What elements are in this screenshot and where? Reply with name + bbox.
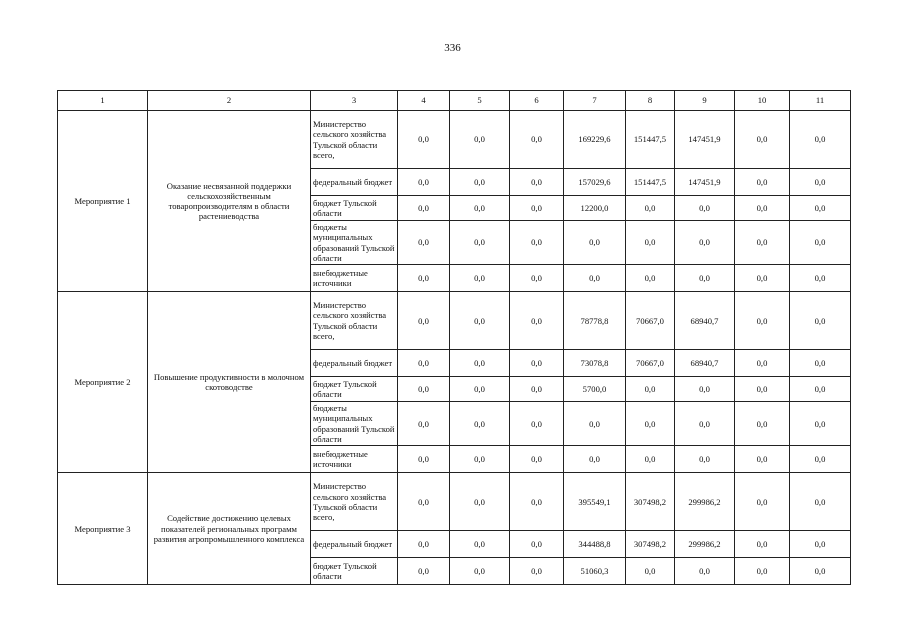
column-header: 6 bbox=[510, 91, 564, 111]
funding-source: бюджеты муниципальных образований Тульской области bbox=[311, 221, 398, 265]
value-cell: 0,0 bbox=[790, 446, 851, 473]
event-name: Мероприятие 1 bbox=[58, 111, 148, 292]
value-cell: 0,0 bbox=[735, 221, 790, 265]
value-cell: 0,0 bbox=[626, 221, 675, 265]
page-number: 336 bbox=[444, 42, 461, 54]
value-cell: 0,0 bbox=[626, 196, 675, 221]
value-cell: 12200,0 bbox=[564, 196, 626, 221]
event-name: Мероприятие 2 bbox=[58, 292, 148, 473]
funding-source: федеральный бюджет bbox=[311, 169, 398, 196]
value-cell: 0,0 bbox=[735, 473, 790, 531]
column-header: 11 bbox=[790, 91, 851, 111]
value-cell: 0,0 bbox=[450, 111, 510, 169]
column-header: 3 bbox=[311, 91, 398, 111]
value-cell: 0,0 bbox=[735, 350, 790, 377]
value-cell: 0,0 bbox=[790, 292, 851, 350]
value-cell: 0,0 bbox=[510, 292, 564, 350]
value-cell: 0,0 bbox=[735, 292, 790, 350]
value-cell: 157029,6 bbox=[564, 169, 626, 196]
value-cell: 0,0 bbox=[675, 265, 735, 292]
value-cell: 0,0 bbox=[790, 402, 851, 446]
funding-source: Министерство сельского хозяйства Тульской области всего, bbox=[311, 292, 398, 350]
value-cell: 151447,5 bbox=[626, 111, 675, 169]
value-cell: 0,0 bbox=[398, 446, 450, 473]
value-cell: 51060,3 bbox=[564, 558, 626, 585]
value-cell: 0,0 bbox=[398, 111, 450, 169]
value-cell: 151447,5 bbox=[626, 169, 675, 196]
funding-source: Министерство сельского хозяйства Тульской области всего, bbox=[311, 111, 398, 169]
value-cell: 0,0 bbox=[675, 402, 735, 446]
value-cell: 0,0 bbox=[564, 265, 626, 292]
value-cell: 0,0 bbox=[675, 377, 735, 402]
funding-source: бюджет Тульской области bbox=[311, 558, 398, 585]
value-cell: 78778,8 bbox=[564, 292, 626, 350]
value-cell: 0,0 bbox=[564, 402, 626, 446]
value-cell: 299986,2 bbox=[675, 473, 735, 531]
value-cell: 0,0 bbox=[450, 350, 510, 377]
value-cell: 147451,9 bbox=[675, 169, 735, 196]
value-cell: 0,0 bbox=[450, 196, 510, 221]
value-cell: 307498,2 bbox=[626, 531, 675, 558]
value-cell: 68940,7 bbox=[675, 292, 735, 350]
value-cell: 0,0 bbox=[735, 558, 790, 585]
value-cell: 0,0 bbox=[735, 377, 790, 402]
event-name: Мероприятие 3 bbox=[58, 473, 148, 585]
value-cell: 0,0 bbox=[626, 446, 675, 473]
value-cell: 0,0 bbox=[790, 350, 851, 377]
value-cell: 0,0 bbox=[626, 558, 675, 585]
value-cell: 0,0 bbox=[510, 473, 564, 531]
value-cell: 0,0 bbox=[510, 111, 564, 169]
value-cell: 169229,6 bbox=[564, 111, 626, 169]
column-header: 1 bbox=[58, 91, 148, 111]
value-cell: 0,0 bbox=[790, 531, 851, 558]
value-cell: 0,0 bbox=[398, 292, 450, 350]
value-cell: 70667,0 bbox=[626, 292, 675, 350]
event-description: Содействие достижению целевых показателей региональных программ развития агропромышленного комплекса bbox=[148, 473, 311, 585]
value-cell: 0,0 bbox=[735, 169, 790, 196]
value-cell: 0,0 bbox=[626, 402, 675, 446]
value-cell: 0,0 bbox=[450, 446, 510, 473]
value-cell: 0,0 bbox=[675, 196, 735, 221]
value-cell: 0,0 bbox=[398, 402, 450, 446]
value-cell: 147451,9 bbox=[675, 111, 735, 169]
value-cell: 68940,7 bbox=[675, 350, 735, 377]
value-cell: 0,0 bbox=[790, 221, 851, 265]
value-cell: 0,0 bbox=[398, 473, 450, 531]
value-cell: 395549,1 bbox=[564, 473, 626, 531]
value-cell: 344488,8 bbox=[564, 531, 626, 558]
value-cell: 0,0 bbox=[510, 265, 564, 292]
value-cell: 70667,0 bbox=[626, 350, 675, 377]
value-cell: 0,0 bbox=[510, 377, 564, 402]
value-cell: 0,0 bbox=[398, 221, 450, 265]
value-cell: 0,0 bbox=[735, 111, 790, 169]
value-cell: 0,0 bbox=[450, 402, 510, 446]
table-row bbox=[58, 292, 851, 350]
value-cell: 0,0 bbox=[675, 221, 735, 265]
value-cell: 0,0 bbox=[735, 446, 790, 473]
value-cell: 0,0 bbox=[450, 531, 510, 558]
value-cell: 0,0 bbox=[398, 265, 450, 292]
column-header: 5 bbox=[450, 91, 510, 111]
table-row bbox=[58, 111, 851, 169]
funding-source: бюджеты муниципальных образований Тульской области bbox=[311, 402, 398, 446]
value-cell: 0,0 bbox=[398, 377, 450, 402]
funding-source: бюджет Тульской области bbox=[311, 377, 398, 402]
value-cell: 0,0 bbox=[510, 446, 564, 473]
column-header: 2 bbox=[148, 91, 311, 111]
column-header: 8 bbox=[626, 91, 675, 111]
header-row bbox=[58, 91, 851, 111]
value-cell: 0,0 bbox=[790, 265, 851, 292]
value-cell: 0,0 bbox=[626, 377, 675, 402]
value-cell: 0,0 bbox=[398, 350, 450, 377]
value-cell: 0,0 bbox=[790, 558, 851, 585]
value-cell: 0,0 bbox=[510, 350, 564, 377]
funding-source: бюджет Тульской области bbox=[311, 196, 398, 221]
value-cell: 0,0 bbox=[790, 111, 851, 169]
value-cell: 0,0 bbox=[675, 558, 735, 585]
event-description: Оказание несвязанной поддержки сельскохозяйственным товаропроизводителям в области растениеводства bbox=[148, 111, 311, 292]
value-cell: 0,0 bbox=[450, 473, 510, 531]
column-header: 9 bbox=[675, 91, 735, 111]
value-cell: 0,0 bbox=[790, 473, 851, 531]
value-cell: 0,0 bbox=[735, 196, 790, 221]
funding-source: внебюджетные источники bbox=[311, 446, 398, 473]
value-cell: 307498,2 bbox=[626, 473, 675, 531]
value-cell: 0,0 bbox=[790, 377, 851, 402]
value-cell: 73078,8 bbox=[564, 350, 626, 377]
value-cell: 0,0 bbox=[735, 531, 790, 558]
value-cell: 0,0 bbox=[398, 169, 450, 196]
column-header: 4 bbox=[398, 91, 450, 111]
value-cell: 0,0 bbox=[790, 169, 851, 196]
value-cell: 0,0 bbox=[510, 169, 564, 196]
budget-table bbox=[57, 90, 851, 585]
value-cell: 0,0 bbox=[450, 292, 510, 350]
value-cell: 0,0 bbox=[564, 446, 626, 473]
value-cell: 0,0 bbox=[790, 196, 851, 221]
funding-source: федеральный бюджет bbox=[311, 350, 398, 377]
value-cell: 0,0 bbox=[398, 558, 450, 585]
value-cell: 0,0 bbox=[450, 169, 510, 196]
value-cell: 0,0 bbox=[510, 221, 564, 265]
value-cell: 0,0 bbox=[510, 196, 564, 221]
value-cell: 0,0 bbox=[510, 531, 564, 558]
column-header: 10 bbox=[735, 91, 790, 111]
value-cell: 0,0 bbox=[398, 531, 450, 558]
value-cell: 299986,2 bbox=[675, 531, 735, 558]
value-cell: 0,0 bbox=[675, 446, 735, 473]
value-cell: 0,0 bbox=[450, 377, 510, 402]
column-header: 7 bbox=[564, 91, 626, 111]
table-row bbox=[58, 473, 851, 531]
funding-source: Министерство сельского хозяйства Тульской области всего, bbox=[311, 473, 398, 531]
funding-source: внебюджетные источники bbox=[311, 265, 398, 292]
value-cell: 0,0 bbox=[626, 265, 675, 292]
value-cell: 0,0 bbox=[398, 196, 450, 221]
funding-source: федеральный бюджет bbox=[311, 531, 398, 558]
value-cell: 0,0 bbox=[510, 402, 564, 446]
value-cell: 0,0 bbox=[450, 558, 510, 585]
event-description: Повышение продуктивности в молочном скотоводстве bbox=[148, 292, 311, 473]
value-cell: 0,0 bbox=[510, 558, 564, 585]
value-cell: 0,0 bbox=[735, 402, 790, 446]
value-cell: 0,0 bbox=[450, 221, 510, 265]
value-cell: 5700,0 bbox=[564, 377, 626, 402]
value-cell: 0,0 bbox=[564, 221, 626, 265]
value-cell: 0,0 bbox=[450, 265, 510, 292]
value-cell: 0,0 bbox=[735, 265, 790, 292]
